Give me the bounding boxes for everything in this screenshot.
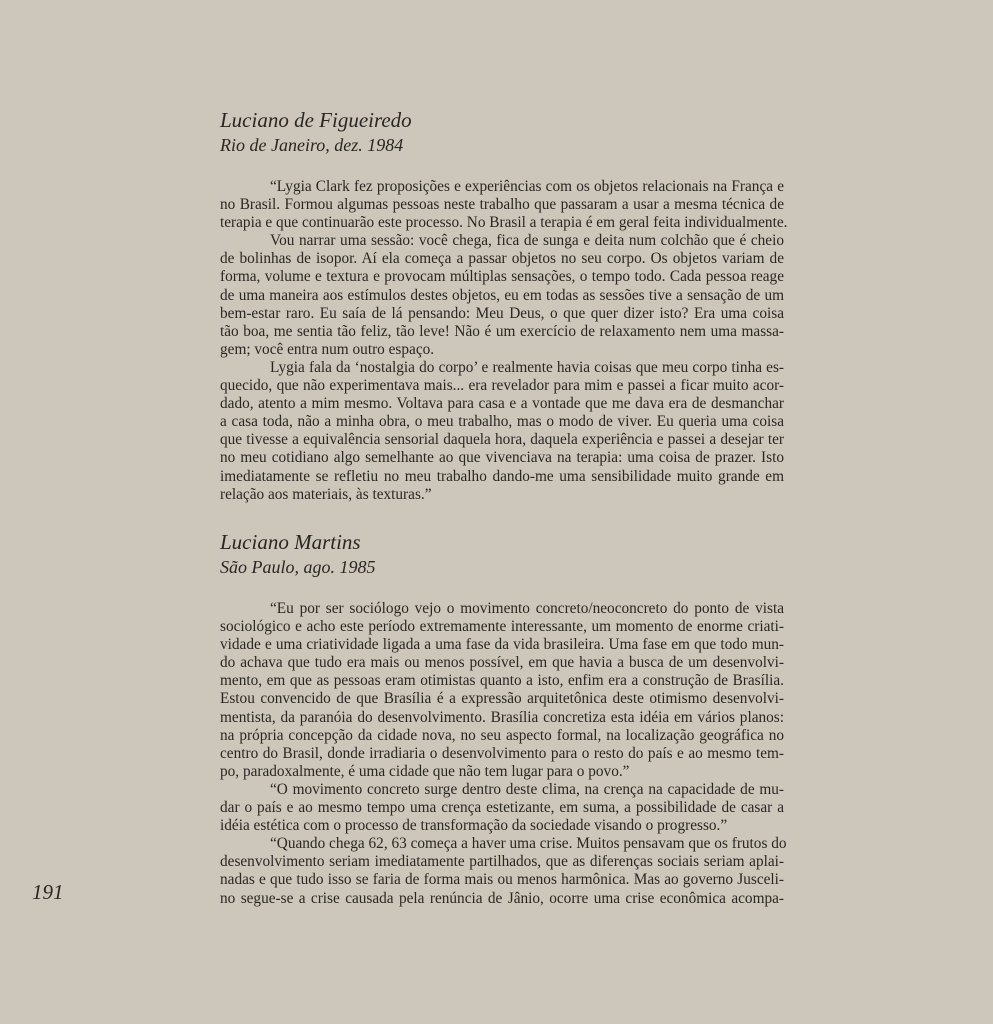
text-line: de uma maneira aos estímulos destes objetos, eu em todas as sessões tive a sensação de um [220, 286, 784, 304]
text-line: Vou narrar uma sessão: você chega, fica de sunga e deita num colchão que é cheio [270, 232, 784, 250]
section-luciano-martins [220, 530, 787, 908]
text-line: a casa toda, não a minha obra, o meu trabalho, mas o modo de viver. Eu queria uma coisa [220, 413, 784, 431]
text-line: “Lygia Clark fez proposições e experiências com os objetos relacionais na França e [270, 178, 784, 195]
text-line: centro do Brasil, donde irradiaria o desenvolvimento para o resto do país e ao mesmo tem- [220, 744, 784, 762]
text-line: Lygia fala da ‘nostalgia do corpo’ e realmente havia coisas que meu corpo tinha es- [270, 358, 784, 376]
text-line: quecido, que não experimentava mais... era revelador para mim e passei a ficar muito acor- [220, 377, 784, 395]
text-line: imediatamente se refletiu no meu trabalho dando-me uma sensibilidade muito grande em [220, 467, 784, 485]
interview-text [220, 178, 788, 504]
place-date: São Paulo, ago. 1985 [220, 557, 376, 577]
text-line: Estou convencido de que Brasília é a expressão arquitetônica deste otimismo desenvolvi- [220, 690, 784, 708]
text-line: que tivesse a equivalência sensorial daquela hora, daquela experiência e passei a desejar ter [220, 431, 784, 449]
text-line: desenvolvimento seriam imediatamente partilhados, que as diferenças sociais seriam aplai- [220, 853, 784, 871]
text-line: sociológico e acho este período extremamente interessante, um momento de enorme criati- [220, 618, 784, 636]
text-line: relação aos materiais, às texturas.” [220, 485, 432, 503]
text-line: “O movimento concreto surge dentro deste clima, na crença na capacidade de mu- [270, 780, 784, 798]
text-line: bem-estar raro. Eu saía de lá pensando: Meu Deus, o que quer dizer isto? Era uma coisa [220, 304, 784, 322]
text-line: na própria concepção da cidade nova, no seu aspecto formal, na localização geográfica no [220, 726, 784, 744]
text-line: po, paradoxalmente, é uma cidade que não tem lugar para o povo.” [220, 762, 630, 780]
text-line: idéia estética com o processo de transformação da sociedade visando o progresso.” [220, 817, 728, 835]
page-number: 191 [32, 880, 64, 904]
text-line: “Quando chega 62, 63 começa a haver uma crise. Muitos pensavam que os frutos do [270, 835, 787, 853]
text-line: no segue-se a crise causada pela renúncia de Jânio, ocorre uma crise econômica acompa- [220, 889, 784, 907]
interview-text [220, 600, 787, 908]
text-line: “Eu por ser sociólogo vejo o movimento concreto/neoconcreto do ponto de vista [270, 600, 784, 617]
text-line: dar o país e ao mesmo tempo uma crença estetizante, em suma, a possibilidade de casar a [220, 799, 784, 817]
text-line: mento, em que as pessoas eram otimistas quanto a isto, enfim era a construção de Brasília. [220, 672, 784, 690]
text-line: do achava que tudo era mais ou menos possível, em que havia a busca de um desenvolvi- [220, 654, 784, 672]
text-line: vidade e uma criatividade ligada a uma fase da vida brasileira. Uma fase em que todo mun- [220, 636, 784, 654]
author-name: Luciano Martins [220, 530, 361, 554]
text-line: de bolinhas de isopor. Aí ela começa a passar objetos no seu corpo. Os objetos variam de [220, 250, 784, 268]
text-line: mentista, da paranóia do desenvolvimento. Brasília concretiza esta idéia em vários planos: [220, 708, 784, 726]
text-line: forma, volume e textura e provocam múltiplas sensações, o tempo todo. Cada pessoa reage [220, 268, 784, 286]
text-line: tão boa, me sentia tão feliz, tão leve! Não é um exercício de relaxamento nem uma massa- [220, 322, 784, 340]
text-line: no meu cotidiano algo semelhante ao que vivenciava na terapia: uma coisa de prazer. Isto [220, 449, 784, 467]
text-line: terapia e que continuarão este processo. No Brasil a terapia é em geral feita individualmente. [220, 214, 788, 232]
author-name: Luciano de Figueiredo [220, 108, 412, 132]
text-line: gem; você entra num outro espaço. [220, 340, 435, 358]
place-date: Rio de Janeiro, dez. 1984 [220, 135, 404, 155]
text-line: no Brasil. Formou algumas pessoas neste trabalho que passaram a usar a mesma técnica de [220, 196, 784, 214]
section-luciano-de-figueiredo [220, 108, 788, 504]
text-line: nadas e que tudo isso se faria de forma mais ou menos harmônica. Mas ao governo Jusceli- [220, 871, 784, 889]
text-line: dado, atento a mim mesmo. Voltava para casa e a vontade que me dava era de desmanchar [220, 395, 784, 413]
